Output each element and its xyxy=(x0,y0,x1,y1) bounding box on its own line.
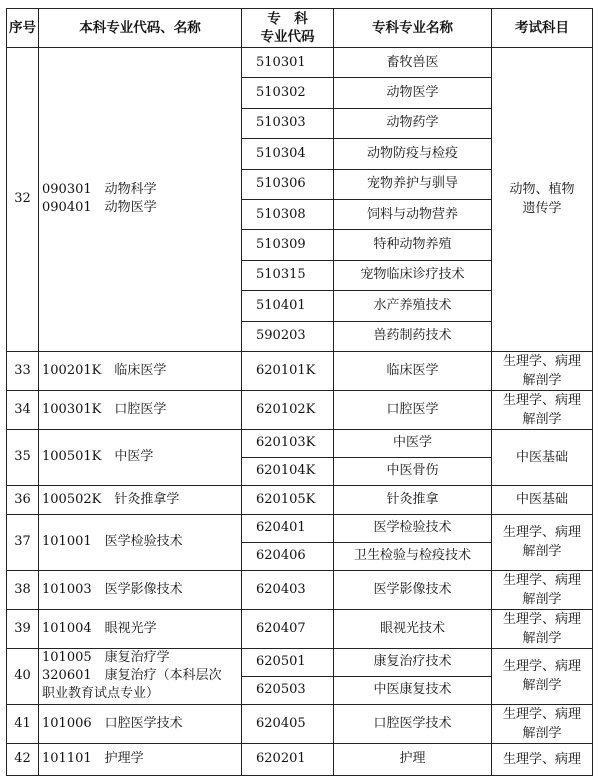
major-name-cell: 康复治疗技术 xyxy=(334,648,492,676)
seq-cell: 41 xyxy=(7,704,39,743)
undergrad-cell xyxy=(39,570,242,609)
seq-cell: 37 xyxy=(7,514,39,570)
seq-cell: 34 xyxy=(7,390,39,429)
undergrad-major-line: 101006 口腔医学技术 xyxy=(42,715,183,731)
major-name-cell: 动物医学 xyxy=(334,78,492,108)
exam-subject-line: 解剖学 xyxy=(522,678,562,694)
exam-subject-line: 中医基础 xyxy=(515,492,568,508)
major-name-cell: 护理 xyxy=(334,743,492,775)
undergrad-major-line: 090401 动物医学 xyxy=(42,200,157,216)
table-row xyxy=(7,570,593,609)
header-exam: 考试科目 xyxy=(492,9,593,48)
seq-cell: 40 xyxy=(7,648,39,704)
major-code-cell: 510401 xyxy=(242,291,334,321)
major-name-cell: 畜牧兽医 xyxy=(334,48,492,78)
undergrad-cell xyxy=(39,390,242,429)
undergrad-major-line: 090301 动物科学 xyxy=(42,182,157,198)
major-code-cell: 620405 xyxy=(242,704,334,743)
undergrad-cell xyxy=(39,743,242,775)
exam-subject-line: 动物、植物 xyxy=(509,182,575,198)
header-code-line1: 专 科 xyxy=(267,11,308,27)
exam-subject-line: 解剖学 xyxy=(522,411,562,427)
table-row xyxy=(7,514,593,542)
major-name-cell: 中医骨伤 xyxy=(334,457,492,485)
undergrad-major-line: 101001 医学检验技术 xyxy=(42,534,183,550)
major-name-cell: 眼视光技术 xyxy=(334,609,492,648)
undergrad-major-line: 101003 医学影像技术 xyxy=(42,581,183,597)
undergrad-cell xyxy=(39,609,242,648)
table-row xyxy=(7,390,593,429)
exam-subject-line: 生理学、病理 xyxy=(502,659,581,675)
exam-subject-cell xyxy=(492,351,593,390)
seq-cell: 33 xyxy=(7,351,39,390)
table-row xyxy=(7,648,593,676)
table-row xyxy=(7,609,593,648)
exam-subject-cell xyxy=(492,48,593,352)
major-code-cell: 510302 xyxy=(242,78,334,108)
major-code-cell: 620401 xyxy=(242,514,334,542)
exam-subject-line: 生理学、病理 xyxy=(502,392,581,408)
major-name-cell: 水产养殖技术 xyxy=(334,291,492,321)
major-name-cell: 宠物养护与驯导 xyxy=(334,169,492,199)
exam-subject-line: 生理学、病理 xyxy=(502,751,581,767)
table-row xyxy=(7,48,593,78)
major-name-cell: 针灸推拿 xyxy=(334,485,492,514)
exam-subject-cell xyxy=(492,743,593,775)
major-name-cell: 卫生检验与检疫技术 xyxy=(334,542,492,570)
major-name-cell: 饲料与动物营养 xyxy=(334,199,492,229)
header-seq: 序号 xyxy=(7,9,39,48)
major-name-cell: 临床医学 xyxy=(334,351,492,390)
exam-subject-line: 生理学、病理 xyxy=(502,572,581,588)
major-name-cell: 中医康复技术 xyxy=(334,676,492,704)
exam-subject-line: 解剖学 xyxy=(522,372,562,388)
major-name-cell: 特种动物养殖 xyxy=(334,230,492,260)
table-body xyxy=(7,48,593,776)
exam-subject-cell xyxy=(492,648,593,704)
major-code-cell: 510309 xyxy=(242,230,334,260)
header-code xyxy=(242,9,334,48)
header-code-line2: 专业代码 xyxy=(260,29,315,45)
major-code-cell: 620503 xyxy=(242,676,334,704)
exam-subject-cell xyxy=(492,390,593,429)
undergrad-cell xyxy=(39,514,242,570)
major-name-cell: 兽药制药技术 xyxy=(334,321,492,351)
major-name-cell: 动物防疫与检疫 xyxy=(334,139,492,169)
header-row xyxy=(7,9,593,48)
seq-cell: 35 xyxy=(7,429,39,485)
exam-subject-line: 生理学、病理 xyxy=(502,611,581,627)
major-code-cell: 620201 xyxy=(242,743,334,775)
seq-cell: 32 xyxy=(7,48,39,352)
undergrad-cell xyxy=(39,48,242,352)
major-code-cell: 620403 xyxy=(242,570,334,609)
major-code-cell: 620103K xyxy=(242,429,334,457)
exam-subject-line: 生理学、病理 xyxy=(502,353,581,369)
major-table xyxy=(6,8,593,776)
undergrad-major-line: 320601 康复治疗（本科层次 xyxy=(42,668,222,684)
major-code-cell: 510304 xyxy=(242,139,334,169)
seq-cell: 42 xyxy=(7,743,39,775)
major-code-cell: 510306 xyxy=(242,169,334,199)
table-row xyxy=(7,743,593,775)
exam-subject-line: 遗传学 xyxy=(522,201,562,217)
undergrad-major-line: 101005 康复治疗学 xyxy=(42,650,170,666)
major-code-cell: 510303 xyxy=(242,108,334,138)
undergrad-major-line: 100502K 针灸推拿学 xyxy=(42,491,180,507)
exam-subject-cell xyxy=(492,570,593,609)
exam-subject-cell xyxy=(492,485,593,514)
table-row xyxy=(7,704,593,743)
major-code-cell: 590203 xyxy=(242,321,334,351)
exam-subject-line: 解剖学 xyxy=(522,725,562,741)
major-code-cell: 510315 xyxy=(242,260,334,290)
exam-subject-line: 生理学、病理 xyxy=(502,525,581,541)
table-row xyxy=(7,429,593,457)
major-code-cell: 620101K xyxy=(242,351,334,390)
exam-subject-line: 解剖学 xyxy=(522,544,562,560)
exam-subject-line: 解剖学 xyxy=(522,591,562,607)
major-name-cell: 中医学 xyxy=(334,429,492,457)
undergrad-cell xyxy=(39,485,242,514)
undergrad-major-line: 101101 护理学 xyxy=(42,751,144,767)
seq-cell: 38 xyxy=(7,570,39,609)
undergrad-major-line: 100501K 中医学 xyxy=(42,449,154,465)
seq-cell: 39 xyxy=(7,609,39,648)
major-code-cell: 620102K xyxy=(242,390,334,429)
exam-subject-cell xyxy=(492,429,593,485)
seq-cell: 36 xyxy=(7,485,39,514)
exam-subject-line: 生理学、病理 xyxy=(502,706,581,722)
undergrad-major-line: 100201K 临床医学 xyxy=(42,362,167,378)
major-name-cell: 医学影像技术 xyxy=(334,570,492,609)
undergrad-cell xyxy=(39,351,242,390)
major-code-cell: 510308 xyxy=(242,199,334,229)
table-row xyxy=(7,351,593,390)
major-code-cell: 620501 xyxy=(242,648,334,676)
major-code-cell: 620105K xyxy=(242,485,334,514)
exam-subject-cell xyxy=(492,609,593,648)
exam-subject-line: 中医基础 xyxy=(515,449,568,465)
major-name-cell: 口腔医学 xyxy=(334,390,492,429)
major-name-cell: 宠物临床诊疗技术 xyxy=(334,260,492,290)
exam-subject-line: 解剖学 xyxy=(522,630,562,646)
major-code-cell: 620407 xyxy=(242,609,334,648)
major-code-cell: 620406 xyxy=(242,542,334,570)
undergrad-cell xyxy=(39,704,242,743)
major-name-cell: 医学检验技术 xyxy=(334,514,492,542)
undergrad-major-line: 100301K 口腔医学 xyxy=(42,401,167,417)
exam-subject-cell xyxy=(492,704,593,743)
undergrad-cell xyxy=(39,429,242,485)
header-undergrad: 本科专业代码、名称 xyxy=(39,9,242,48)
major-name-cell: 口腔医学技术 xyxy=(334,704,492,743)
major-code-cell: 620104K xyxy=(242,457,334,485)
major-name-cell: 动物药学 xyxy=(334,108,492,138)
undergrad-cell xyxy=(39,648,242,704)
undergrad-major-line: 101004 眼视光学 xyxy=(42,620,157,636)
exam-subject-cell xyxy=(492,514,593,570)
major-code-cell: 510301 xyxy=(242,48,334,78)
table-row xyxy=(7,485,593,514)
header-major-name: 专科专业名称 xyxy=(334,9,492,48)
undergrad-major-line: 职业教育试点专业） xyxy=(42,686,160,702)
